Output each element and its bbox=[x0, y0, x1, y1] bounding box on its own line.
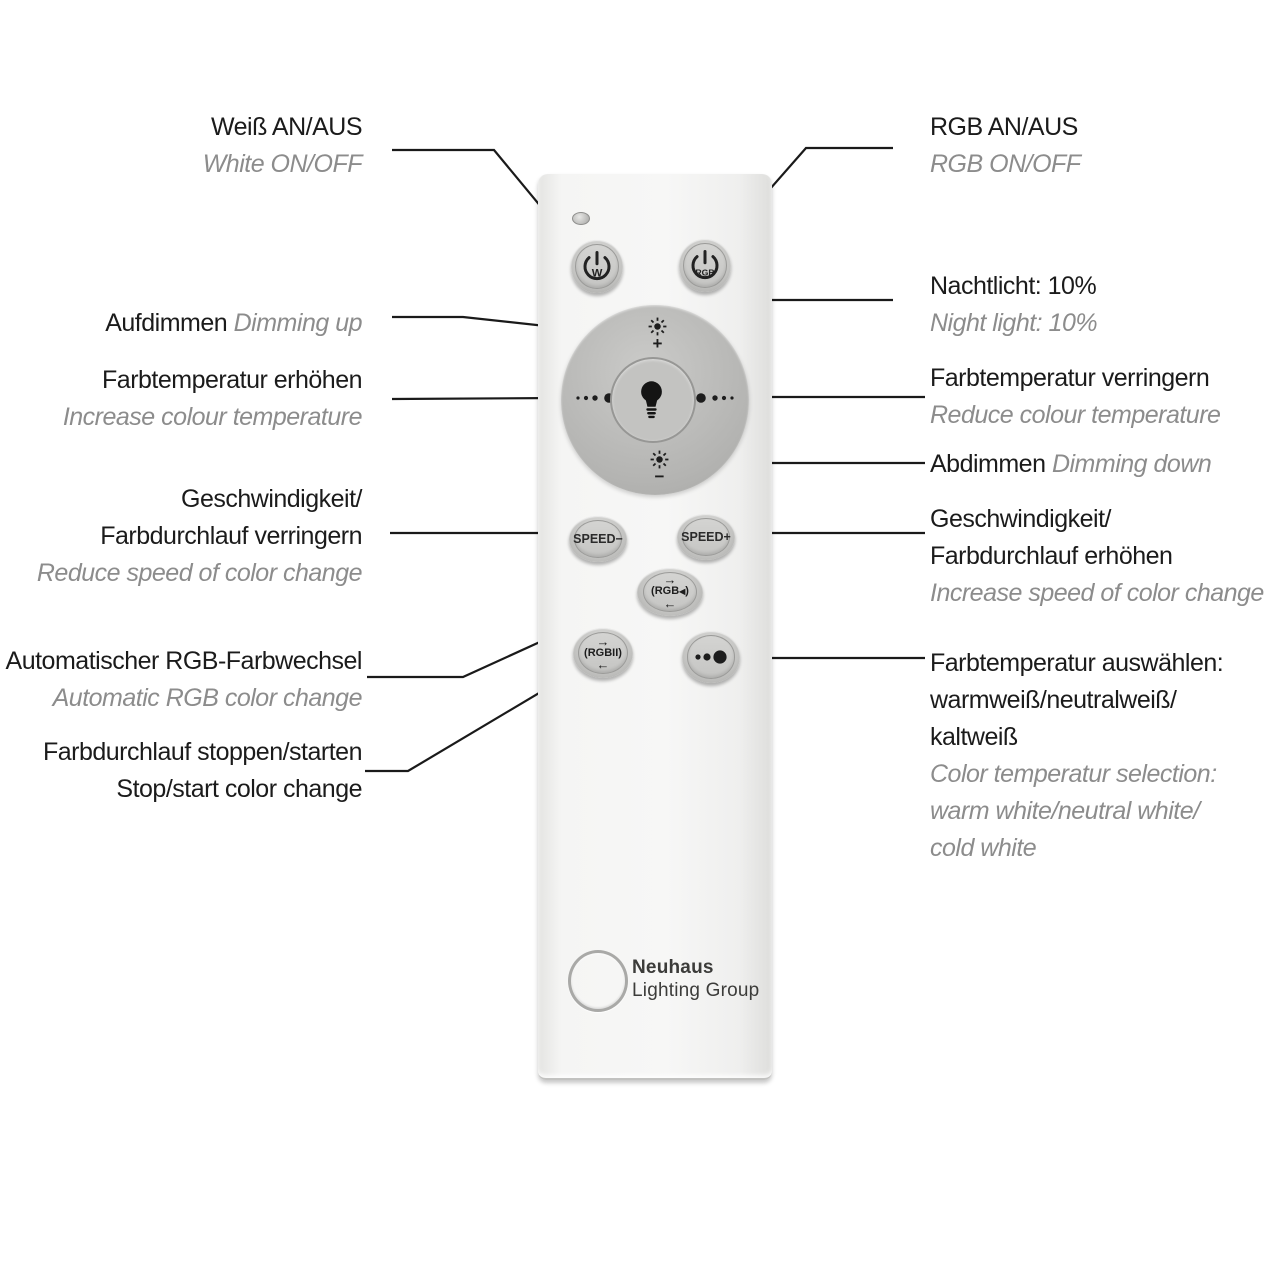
dim-up-zone[interactable] bbox=[647, 316, 668, 353]
callout-rgb-onoff-en: RGB ON/OFF bbox=[930, 150, 1081, 178]
callout-rgb-onoff bbox=[930, 109, 1081, 183]
callout-dim-down-en: Dimming down bbox=[1051, 450, 1212, 478]
brand-logo-ring bbox=[568, 950, 628, 1012]
callout-dim-up bbox=[105, 305, 362, 342]
minus-label: − bbox=[654, 467, 665, 486]
callout-ct-select bbox=[930, 645, 1223, 867]
callout-ct-reduce-de: Farbtemperatur verringern bbox=[930, 364, 1210, 392]
callout-stop-start-de: Farbdurchlauf stoppen/starten bbox=[42, 738, 362, 766]
callout-white-onoff-de: Weiß AN/AUS bbox=[210, 113, 362, 141]
rgb2-label: RGBII bbox=[587, 647, 619, 659]
callout-speed-reduce-de1: Geschwindigkeit/ bbox=[181, 485, 362, 513]
brand-name: Neuhaus bbox=[632, 957, 714, 978]
callout-speed-reduce-de2: Farbdurchlauf verringern bbox=[100, 522, 362, 550]
power-rgb-button[interactable] bbox=[679, 239, 731, 292]
callout-rgb-onoff-de: RGB AN/AUS bbox=[930, 113, 1078, 141]
callout-ct-select-en2: warm white/neutral white/ bbox=[930, 797, 1200, 825]
callout-ct-increase-de: Farbtemperatur erhöhen bbox=[102, 366, 362, 394]
speed-plus-button[interactable] bbox=[677, 514, 735, 560]
ct-dots-icon bbox=[692, 648, 730, 666]
svg-text:RGB: RGB bbox=[695, 267, 715, 278]
brand-subtitle: Lighting Group bbox=[632, 980, 760, 1001]
triangle-left-icon: ◀ bbox=[679, 587, 686, 597]
arrow-right-icon: → bbox=[596, 634, 610, 649]
speed-plus-label: SPEED+ bbox=[681, 529, 731, 544]
callout-dim-up-de: Aufdimmen bbox=[105, 309, 228, 337]
power-w-icon bbox=[579, 248, 615, 284]
callout-white-onoff bbox=[203, 109, 362, 183]
callout-night-light bbox=[930, 268, 1097, 342]
led-indicator bbox=[572, 212, 590, 225]
rgb-cycle-label: RGB bbox=[654, 585, 680, 598]
callout-dim-down bbox=[930, 446, 1211, 483]
callout-speed-reduce-en: Reduce speed of color change bbox=[36, 559, 362, 587]
callout-night-light-en: Night light: 10% bbox=[930, 309, 1098, 337]
rgb2-button[interactable]: → (RGBII) ← bbox=[573, 628, 633, 678]
speed-minus-label: SPEED− bbox=[573, 531, 623, 546]
night-light-button[interactable] bbox=[610, 357, 696, 443]
power-white-button[interactable] bbox=[571, 240, 623, 293]
remote-control-body bbox=[538, 174, 772, 1080]
callout-ct-select-de1: Farbtemperatur auswählen: bbox=[930, 649, 1224, 677]
callout-ct-select-en1: Color temperatur selection: bbox=[930, 760, 1217, 788]
bulb-icon bbox=[638, 380, 665, 420]
callout-speed-increase-de2: Farbdurchlauf erhöhen bbox=[930, 542, 1173, 570]
callout-stop-start-en: Stop/start color change bbox=[116, 775, 362, 803]
callout-speed-increase bbox=[930, 501, 1264, 612]
callout-night-light-de: Nachtlicht: 10% bbox=[930, 272, 1097, 300]
callout-dim-up-en: Dimming up bbox=[233, 309, 362, 337]
brand-logo-text bbox=[632, 956, 759, 1002]
arrow-right-icon: → bbox=[663, 572, 677, 588]
plus-label: + bbox=[652, 334, 663, 353]
svg-text:W: W bbox=[591, 267, 603, 280]
rgb-cycle-button[interactable]: → (RGB◀) ← bbox=[637, 568, 703, 616]
callout-ct-reduce bbox=[930, 360, 1220, 434]
callout-auto-rgb bbox=[6, 643, 362, 717]
power-rgb-icon bbox=[687, 247, 723, 283]
arrow-left-icon: ← bbox=[596, 657, 610, 672]
speed-minus-button[interactable] bbox=[569, 516, 627, 562]
callout-ct-reduce-en: Reduce colour temperature bbox=[930, 401, 1221, 429]
callout-speed-reduce bbox=[37, 481, 362, 592]
callout-ct-select-en3: cold white bbox=[930, 834, 1037, 862]
callout-stop-start bbox=[43, 734, 362, 808]
callout-speed-increase-en: Increase speed of color change bbox=[930, 579, 1264, 607]
callout-white-onoff-en: White ON/OFF bbox=[202, 150, 362, 178]
callout-ct-select-de3: kaltweiß bbox=[930, 723, 1018, 751]
callout-auto-rgb-en: Automatic RGB color change bbox=[52, 684, 362, 712]
leader-line-ct-increase bbox=[392, 398, 560, 399]
arrow-left-icon: ← bbox=[663, 596, 677, 612]
dim-down-zone[interactable] bbox=[649, 449, 670, 486]
ct-reduce-dots-zone[interactable] bbox=[692, 390, 738, 406]
callout-ct-increase bbox=[63, 362, 362, 436]
callout-dim-down-de: Abdimmen bbox=[930, 450, 1046, 478]
callout-speed-increase-de1: Geschwindigkeit/ bbox=[930, 505, 1111, 533]
ct-select-button[interactable] bbox=[682, 631, 740, 683]
callout-ct-select-de2: warmweiß/neutralweiß/ bbox=[930, 686, 1177, 714]
callout-ct-increase-en: Increase colour temperature bbox=[62, 403, 362, 431]
callout-auto-rgb-de: Automatischer RGB-Farbwechsel bbox=[5, 647, 362, 675]
